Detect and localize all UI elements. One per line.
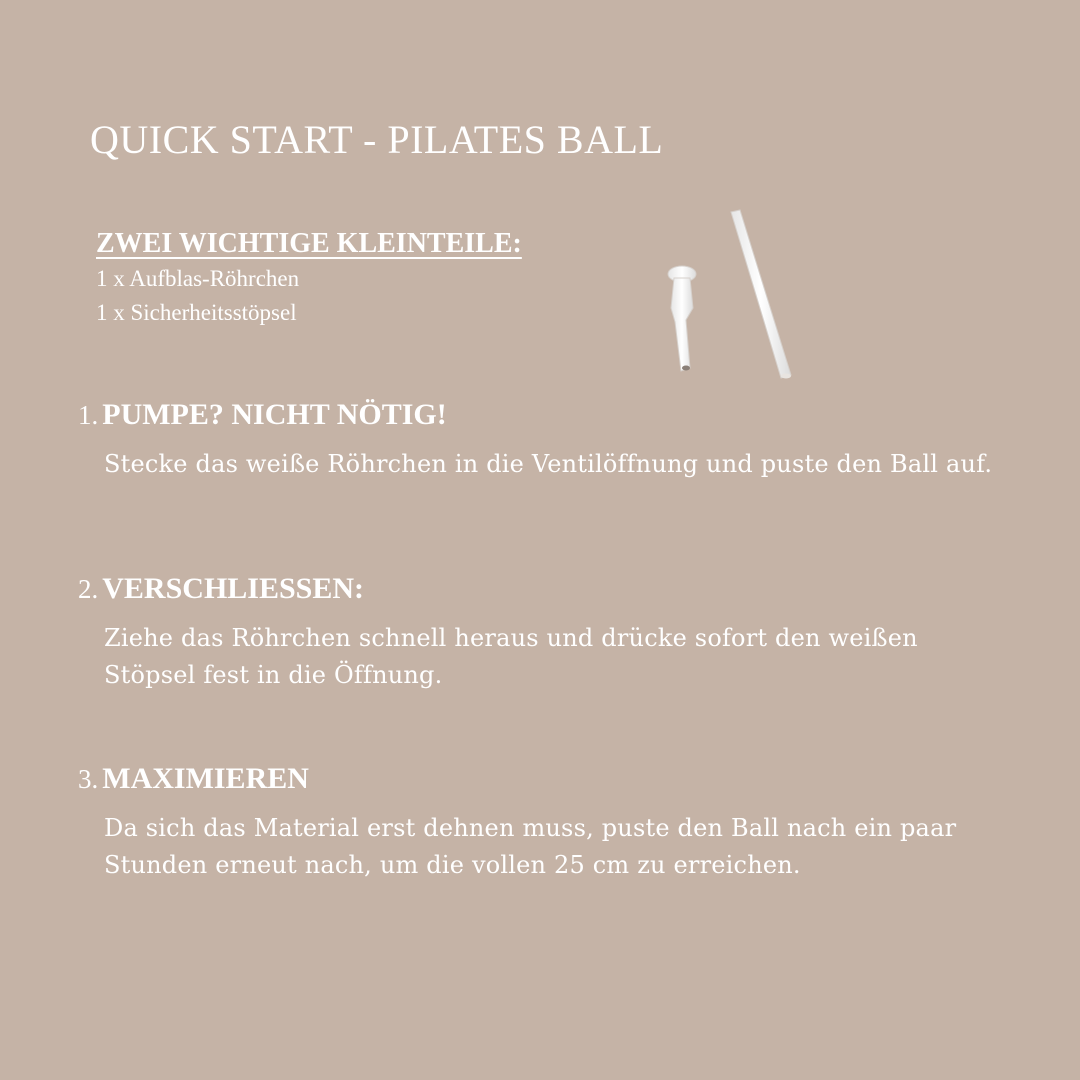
step-3-number: 3. [78, 764, 99, 794]
step-1 [78, 398, 1018, 483]
step-2-number: 2. [78, 574, 99, 604]
step-3-text: Da sich das Material erst dehnen muss, puste den Ball nach ein paar Stunden erneut nach, um die vollen 25 cm zu erreichen. [104, 814, 957, 879]
tube-icon [731, 210, 791, 379]
parts-item-tube: 1 x Aufblas-Röhrchen [96, 266, 300, 291]
parts-section [96, 228, 522, 330]
step-2 [78, 572, 1018, 694]
step-3 [78, 762, 1018, 884]
step-3-title: MAXIMIEREN [102, 762, 309, 795]
page-title: QUICK START - PILATES BALL [90, 117, 664, 162]
step-2-text: Ziehe das Röhrchen schnell heraus und drücke sofort den weißen Stöpsel fest in die Öffnung. [104, 624, 918, 689]
step-2-title: VERSCHLIESSEN: [102, 572, 365, 605]
parts-item-plug: 1 x Sicherheitsstöpsel [96, 300, 297, 325]
step-1-title: PUMPE? NICHT NÖTIG! [102, 398, 447, 431]
step-1-text: Stecke das weiße Röhrchen in die Ventilöffnung und puste den Ball auf. [104, 450, 993, 478]
plug-and-tube-illustration [655, 200, 815, 390]
plug-icon [668, 266, 696, 371]
step-1-number: 1. [78, 400, 99, 430]
parts-heading: ZWEI WICHTIGE KLEINTEILE: [96, 228, 522, 259]
